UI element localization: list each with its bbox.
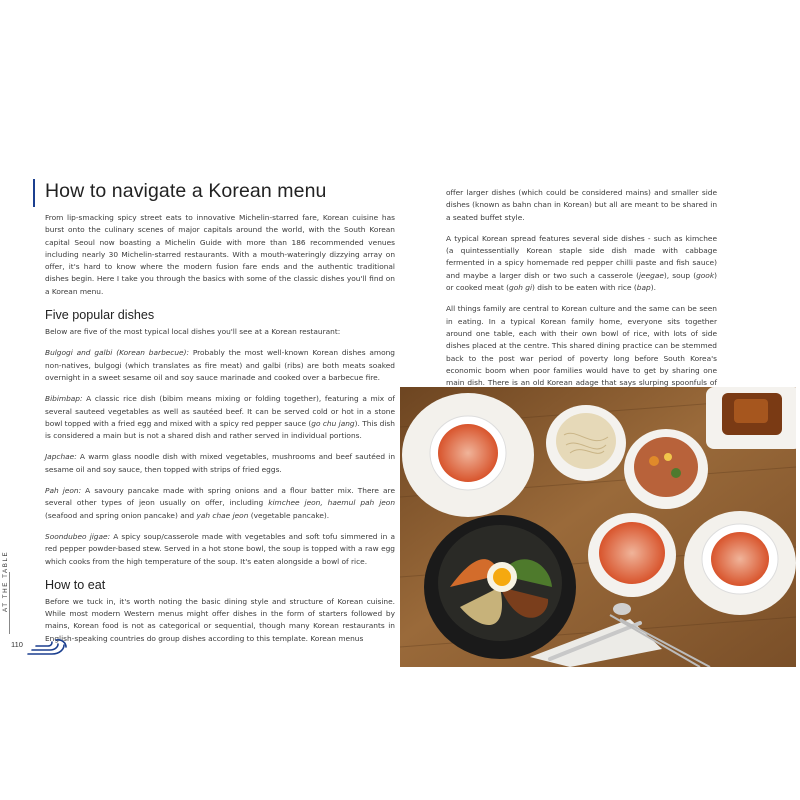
dish-bibimbap [45, 393, 395, 442]
dishes-intro: Below are five of the most typical local dishes you'll see at a Korean restaurant: [45, 327, 341, 337]
intro-paragraph: From lip-smacking spicy street eats to innovative Michelin-starred fare, Korean cuisine has burst onto the culinary scenes of major capitals around the world, with the South Korean capital Seoul now boasting a Michelin Guide with more than 186 recommended venues including nearly 30 Michelin-starred restaurants. With a mouth-wateringly dizzying array on offer, it's hard to know where the modern fusion fare ends and the authentic traditional dishes begin. Here I take you through the basics with some of the classic dishes you'll find on a Korean menu. [45, 213, 395, 296]
dish-term: kimchee jeon, haemul pah jeon [268, 498, 395, 508]
dish-pah-jeon [45, 485, 395, 522]
dish-term: yah chae jeon [196, 510, 249, 520]
dish-description: (vegetable pancake). [248, 510, 330, 520]
heading-five-dishes: Five popular dishes [45, 308, 155, 323]
korean-table-spread-image [400, 387, 796, 667]
dish-name: Japchae: [45, 452, 77, 462]
dish-name: Pah jeon: [45, 486, 82, 496]
how-to-eat-paragraph: Before we tuck in, it's worth noting the basic dining style and structure of Korean cuisine. While most modern Western menus might offer dishes in the form of starters followed by mains, Korean food is not as categorical or sequential, though many Korean restaurants in English-speaking countries do group dishes according to this template. Korean menus [45, 596, 395, 643]
left-column [45, 212, 395, 654]
dish-description: A spicy soup/casserole made with vegetables and soft tofu simmered in a red pepper powder-based stew. Served in a hot stone bowl, the soup is topped with a raw egg which cooks from the high temperature of the soup. It's eaten alongside a bowl of rice. [45, 531, 395, 566]
paragraph-text: ) or cooked meat ( [446, 270, 717, 293]
korean-food-photo [400, 387, 796, 667]
dish-name: Soondubeo jigae: [45, 531, 111, 541]
paragraph-text: ). [650, 283, 656, 293]
dish-description: (seafood and spring onion pancake) and [45, 510, 197, 520]
paragraph-text: A typical Korean spread features several side dishes - such as kimchee (a quintessentially Korean staple side dish made with cabbage fermented in a spicy homemade red pepper chilli paste and fish sauce) and maybe a larger dish or two such a casserole ( [446, 233, 717, 280]
dish-name: Bibimbap: [45, 394, 83, 404]
dish-japchae [45, 451, 395, 476]
dish-description: Probably the most well-known Korean dishes among non-natives, bulgogi (which translates as fire meat) and galbi (ribs) are both meats soaked overnight in a sweet sesame oil and soy sauce marinade and cooked over a barbecue fire. [45, 348, 395, 382]
section-tab-label: AT THE TABLE [2, 550, 9, 612]
korean-term: goh gi [509, 283, 533, 293]
korean-term: bap [636, 283, 651, 293]
dish-description: ). This dish is considered a main but is not a shared dish and rather served in individual portions. [45, 418, 395, 441]
title-accent-bar [33, 179, 35, 207]
dish-term: go chu jang [311, 418, 355, 428]
right-paragraph-3: All things family are central to Korean culture and the same can be seen in eating. In a typical Korean family home, everyone sits together around one table, each with their own bowl of rice, with lots of side dishes placed at the centre. This shared dining practice can be stemmed back to the post war period of poverty long before South Korea's economic boom when poor families would have to get by sharing one main dish. There is an old Korean adage that says slurping spoonfuls of [446, 304, 717, 388]
korean-term: gook [696, 270, 715, 280]
dish-description: A classic rice dish (bibim means mixing or folding together), featuring a mix of several sauteed vegetables as well as sautéed beef. It can be served cold or hot in a stone bowl topped with a fried egg and mixed with a spicy red pepper sauce ( [45, 394, 395, 428]
heading-how-to-eat: How to eat [45, 577, 106, 592]
paragraph-text: ) dish to be eaten with rice ( [532, 283, 637, 293]
dish-description: A warm glass noodle dish with mixed vegetables, mushrooms and beef sautéed in sesame oil and soy sauce, then topped with strips of fried eggs. [45, 452, 395, 474]
waves-logo-icon [26, 636, 70, 658]
dish-bulgogi [45, 347, 395, 384]
page-number: 110 [11, 640, 23, 649]
right-paragraph-2 [446, 233, 717, 294]
dish-description: A savoury pancake made with spring onions and a flour batter mix. There are several other types of jeon usually on offer, including [45, 486, 395, 508]
page-title: How to navigate a Korean menu [45, 180, 327, 202]
dish-name: Bulgogi and galbi (Korean barbecue): [45, 348, 189, 358]
right-paragraph-1: offer larger dishes (which could be considered mains) and smaller side dishes (known as bahn chan in Korean) but all are meant to be shared in a seated buffet style. [446, 188, 717, 222]
dish-soondubeo-jigae [45, 531, 395, 568]
korean-term: jeegae [638, 270, 664, 280]
paragraph-text: ), soup ( [663, 270, 697, 280]
